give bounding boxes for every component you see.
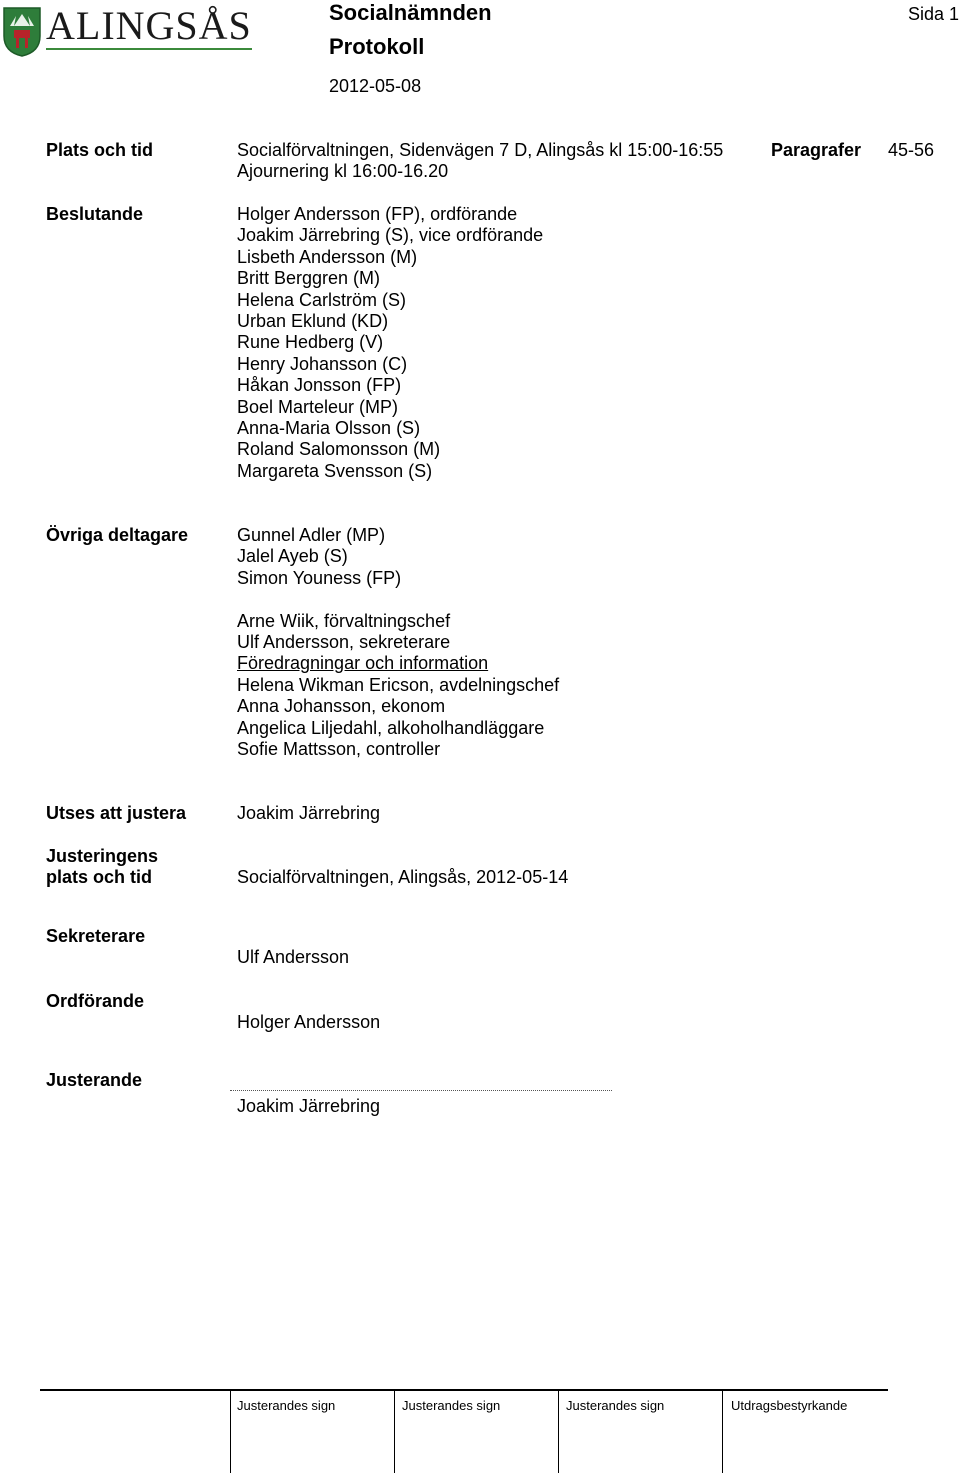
footer-divider xyxy=(230,1391,231,1473)
footer-sign-label: Justerandes sign xyxy=(402,1398,501,1413)
list-item: Rune Hedberg (V) xyxy=(237,332,384,353)
list-item: Anna-Maria Olsson (S) xyxy=(237,417,421,438)
logo xyxy=(2,6,42,58)
footer-divider xyxy=(558,1391,559,1473)
chair-name: Holger Andersson xyxy=(237,1012,381,1032)
list-item: Lisbeth Andersson (M) xyxy=(237,246,418,267)
adjournment-value: Ajournering kl 16:00-16.20 xyxy=(237,161,449,181)
other-participants-list xyxy=(237,525,559,760)
footer-certification-label: Utdragsbestyrkande xyxy=(731,1398,848,1413)
coat-of-arms-icon xyxy=(2,6,42,58)
footer-rule xyxy=(40,1389,888,1391)
list-item: Boel Marteleur (MP) xyxy=(237,396,399,417)
adjustment-place-label-1: Justeringens xyxy=(46,846,159,866)
decision-makers-label: Beslutande xyxy=(46,204,144,224)
list-item: Holger Andersson (FP), ordförande xyxy=(237,204,518,224)
list-item: Urban Eklund (KD) xyxy=(237,310,389,331)
page-number: Sida 1 xyxy=(908,4,960,24)
list-item: Simon Youness (FP) xyxy=(237,567,402,588)
adjustment-place-value: Socialförvaltningen, Alingsås, 2012-05-14 xyxy=(237,867,569,887)
footer-sign-label: Justerandes sign xyxy=(237,1398,336,1413)
list-item: Henry Johansson (C) xyxy=(237,353,408,374)
chair-label: Ordförande xyxy=(46,991,145,1011)
list-item: Sofie Mattsson, controller xyxy=(237,738,441,759)
committee-title: Socialnämnden xyxy=(329,0,492,25)
footer-divider xyxy=(722,1391,723,1473)
logo-underline xyxy=(46,48,252,50)
list-item: Britt Berggren (M) xyxy=(237,268,381,289)
paragraphs-value: 45-56 xyxy=(888,140,935,160)
logo-wordmark: ALINGSÅS xyxy=(46,3,252,48)
list-item: Gunnel Adler (MP) xyxy=(237,525,386,545)
list-item: Joakim Järrebring (S), vice ordförande xyxy=(237,225,544,246)
adjuster-label: Justerande xyxy=(46,1070,143,1090)
list-spacer xyxy=(237,589,559,610)
presentations-heading: Föredragningar och information xyxy=(237,653,489,674)
list-item: Angelica Liljedahl, alkoholhandläggare xyxy=(237,717,545,738)
footer-sign-label: Justerandes sign xyxy=(566,1398,665,1413)
signature-line xyxy=(230,1090,612,1091)
decision-makers-list xyxy=(237,204,543,482)
secretary-name: Ulf Andersson xyxy=(237,947,350,967)
paragraphs-label: Paragrafer xyxy=(771,140,862,160)
secretary-label: Sekreterare xyxy=(46,926,146,946)
place-value: Socialförvaltningen, Sidenvägen 7 D, Alingsås kl 15:00-16:55 xyxy=(237,140,724,160)
other-participants-label: Övriga deltagare xyxy=(46,525,189,545)
list-item: Jalel Ayeb (S) xyxy=(237,546,348,567)
list-item: Anna Johansson, ekonom xyxy=(237,696,446,717)
appointed-adjuster-label: Utses att justera xyxy=(46,803,187,823)
list-item: Helena Wikman Ericson, avdelningschef xyxy=(237,674,560,695)
list-item: Håkan Jonsson (FP) xyxy=(237,375,402,396)
document-type: Protokoll xyxy=(329,34,425,59)
list-item: Arne Wiik, förvaltningschef xyxy=(237,610,451,631)
list-item: Helena Carlström (S) xyxy=(237,289,407,310)
list-item: Ulf Andersson, sekreterare xyxy=(237,631,451,652)
place-label: Plats och tid xyxy=(46,140,154,160)
adjuster-name: Joakim Järrebring xyxy=(237,1096,381,1116)
meeting-date: 2012-05-08 xyxy=(329,76,422,96)
list-item: Margareta Svensson (S) xyxy=(237,460,433,481)
footer-divider xyxy=(394,1391,395,1473)
list-item: Roland Salomonsson (M) xyxy=(237,439,441,460)
adjustment-place-label-2: plats och tid xyxy=(46,867,153,887)
appointed-adjuster-value: Joakim Järrebring xyxy=(237,803,381,823)
